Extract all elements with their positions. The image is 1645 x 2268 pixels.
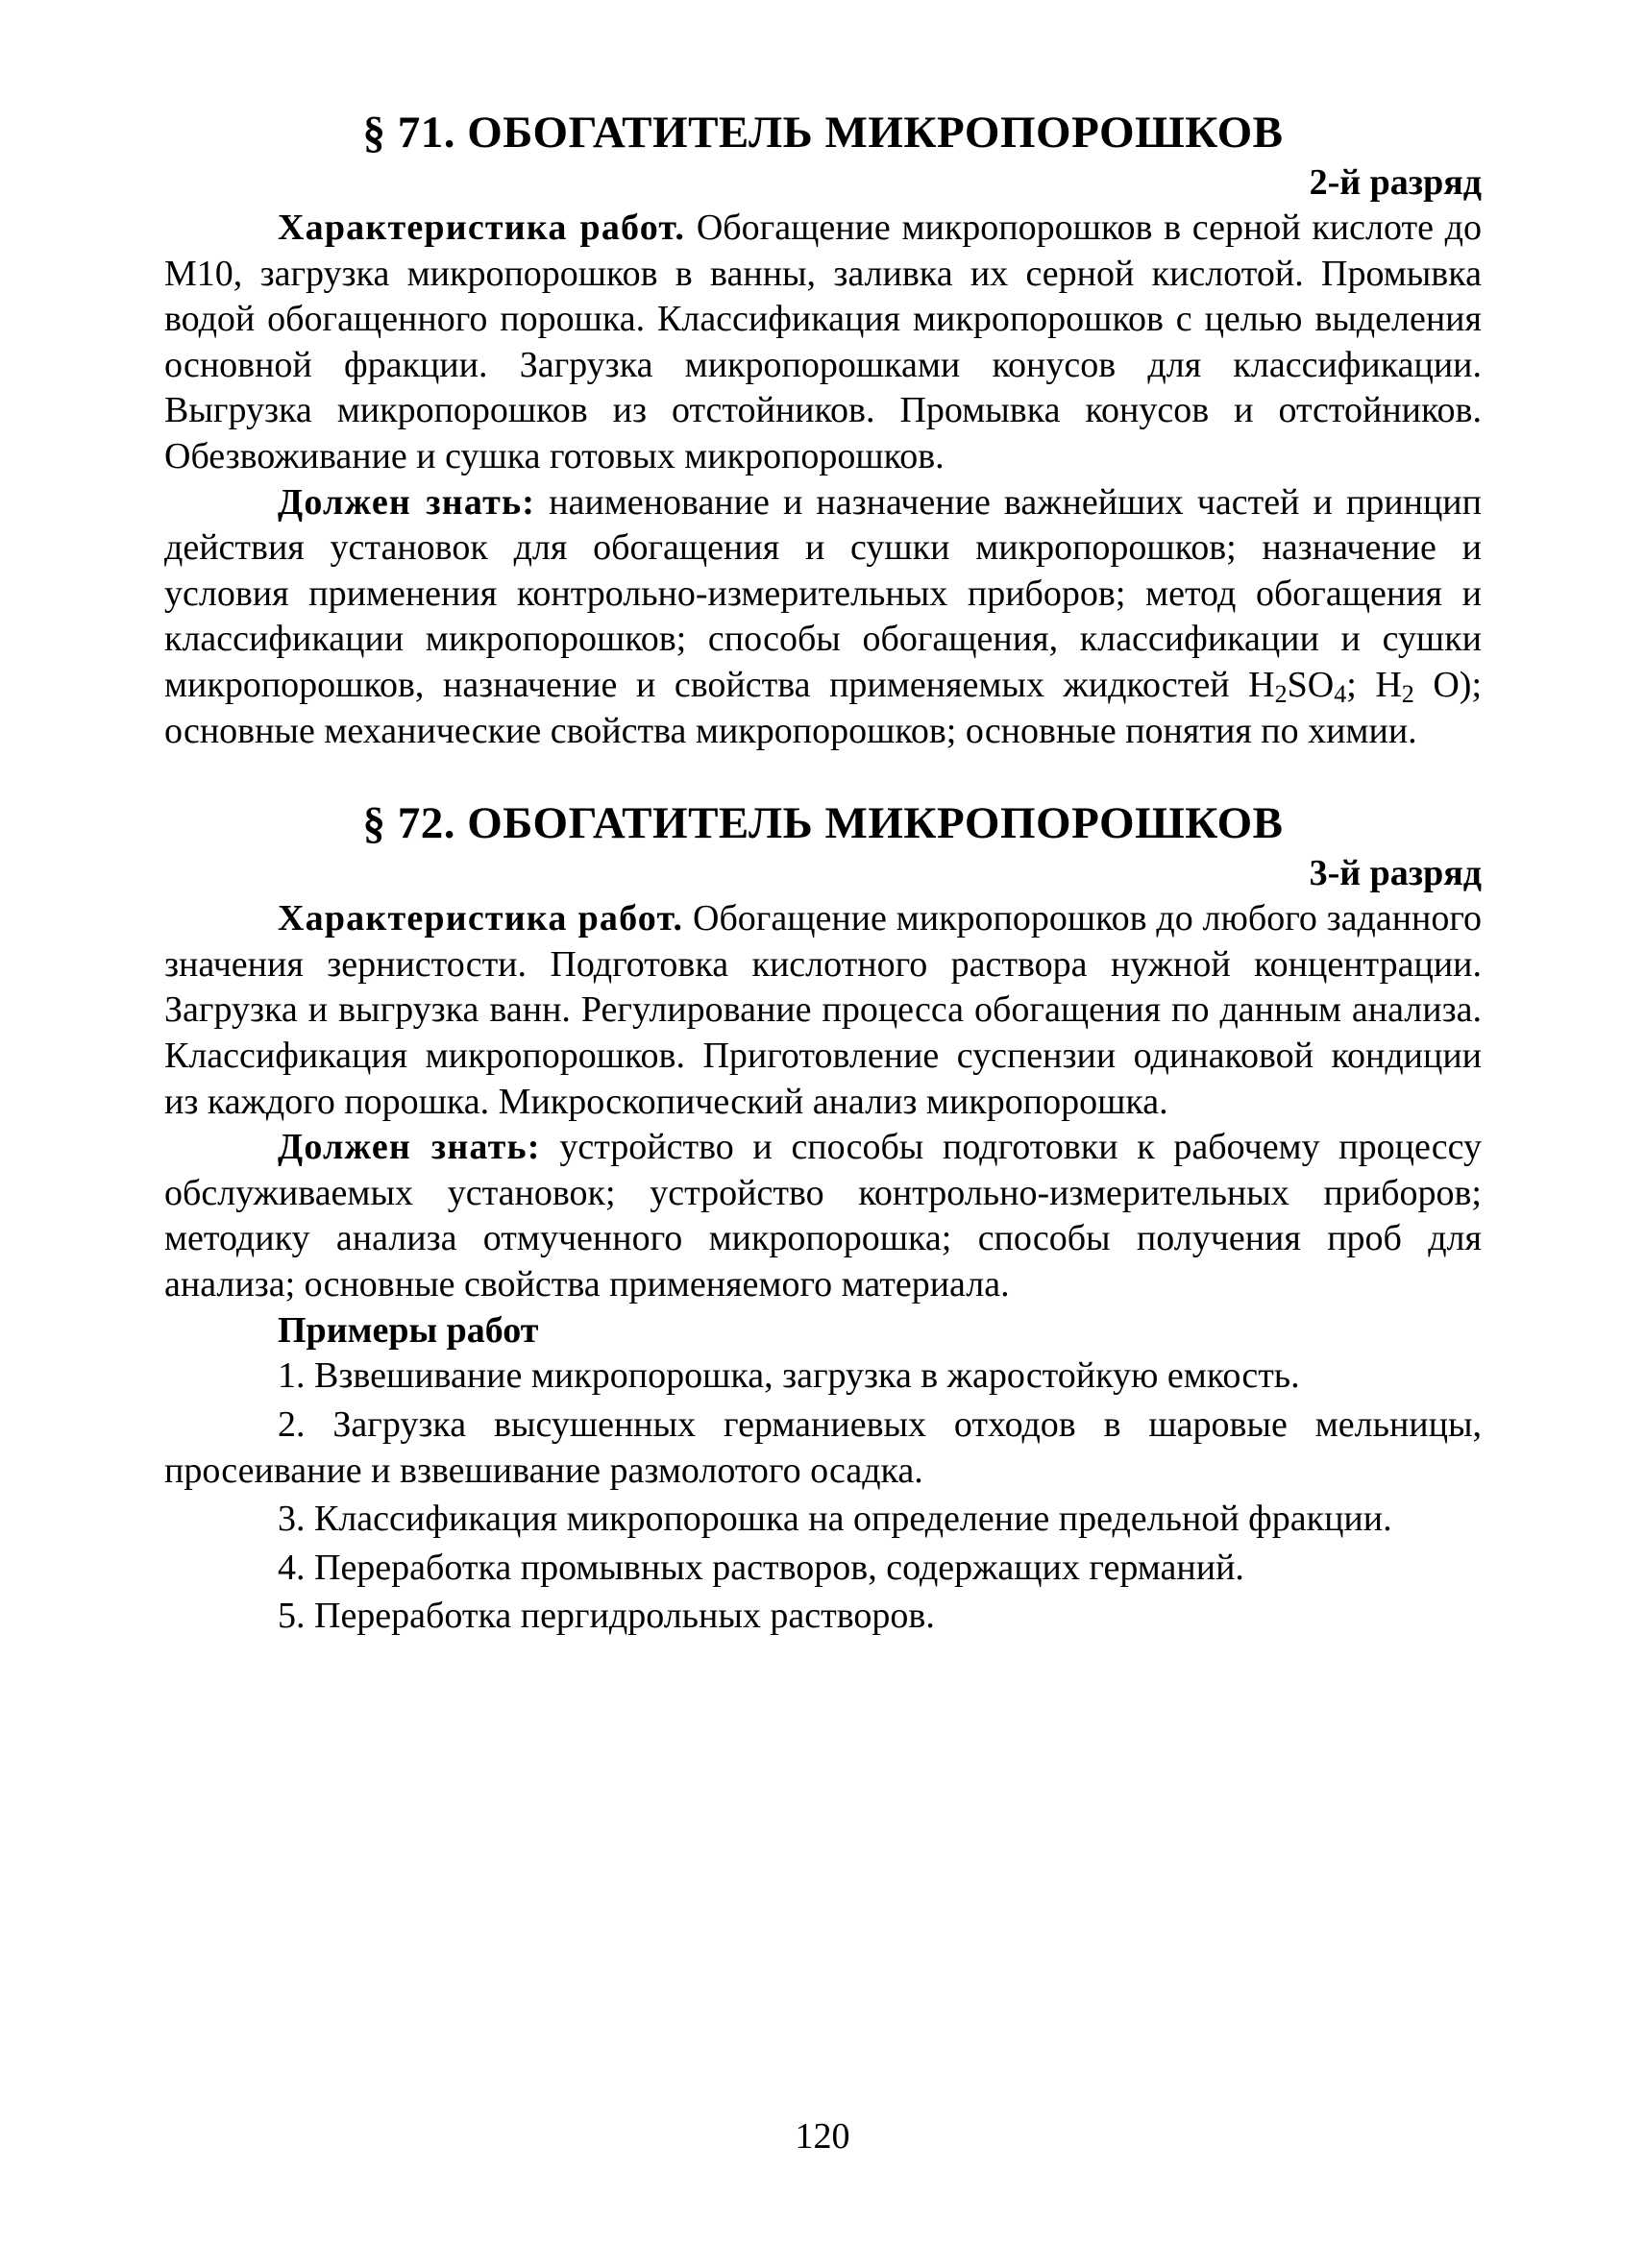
section-gap (164, 754, 1482, 796)
formula-subscript-2b: 2 (1401, 679, 1414, 708)
section-71-knowledge (164, 480, 1482, 755)
formula-subscript-4: 4 (1334, 679, 1347, 708)
section-72-knowledge (164, 1125, 1482, 1307)
knowledge-text-part-a: наименование и назначение важнейших частей и принцип действия установок для обогащения и сушки микропорошков; назначение и условия применения контрольно-измерительных приборов; метод обогащения и классификации микропорошков; способы обогащения, классификации и сушки микропорошков, назначение и свойства применяемых жидкостей (164, 481, 1482, 705)
examples-title: Примеры работ (278, 1310, 539, 1352)
section-72-characteristic (164, 896, 1482, 1125)
document-page (164, 106, 1482, 1640)
section-72-grade: 3-й разряд (1309, 853, 1482, 894)
example-item-5: 5. Переработка пергидрольных растворов. (278, 1596, 935, 1637)
page-number: 120 (795, 2116, 850, 2157)
formula-so: SO (1287, 664, 1335, 705)
example-item-3: 3. Классификация микропорошка на определение предельной фракции. (278, 1499, 1392, 1540)
formula-o: O) (1413, 664, 1472, 705)
formula-h: H (1248, 664, 1275, 705)
section-71-characteristic (164, 206, 1482, 480)
formula-separator: ; H (1346, 664, 1402, 705)
section-71-heading: § 71. ОБОГАТИТЕЛЬ МИКРОПОРОШКОВ (362, 108, 1284, 158)
chemical-formula (1248, 664, 1472, 708)
knowledge-text: устройство и способы подготовки к рабочему процессу обслуживаемых установок; устройство контрольно-измерительных приборов; методику анализа отмученного микропорошка; способы получения проб для анализа; основные свойства применяемого материала. (164, 1127, 1482, 1305)
section-72-heading: § 72. ОБОГАТИТЕЛЬ МИКРОПОРОШКОВ (362, 798, 1284, 849)
characteristic-label: Характеристика работ. (278, 207, 686, 248)
knowledge-label: Должен знать: (278, 1127, 541, 1168)
knowledge-text-part-b: ; основные механические свойства микропорошков; основные понятия по химии. (164, 664, 1483, 751)
example-item-1: 1. Взвешивание микропорошка, загрузка в жаростойкую емкость. (278, 1355, 1300, 1397)
section-71-grade: 2-й разряд (1309, 162, 1482, 203)
example-item-4: 4. Переработка промывных растворов, содержащих германий. (278, 1547, 1244, 1588)
characteristic-text: Обогащение микропорошков до любого заданного значения зернистости. Подготовка кислотного раствора нужной концентрации. Загрузка и выгрузка ванн. Регулирование процесса обогащения по данным анализа. Классификация микропорошков. Приготовление суспензии одинаковой кондиции из каждого порошка. Микроскопический анализ микропорошка. (164, 898, 1483, 1122)
characteristic-label: Характеристика работ. (278, 898, 684, 939)
example-item-2: 2. Загрузка высушенных германиевых отходов в шаровые мельницы, просеивание и взвешивание размолотого осадка. (164, 1404, 1482, 1491)
formula-subscript-2: 2 (1274, 679, 1288, 708)
knowledge-label: Должен знать: (278, 481, 536, 523)
characteristic-text: Обогащение микропорошков в серной кислоте до М10, загрузка микропорошков в ванны, заливка их серной кислотой. Промывка водой обогащенного порошка. Классификация микропорошков с целью выделения основной фракции. Загрузка микропорошками конусов для классификации. Выгрузка микропорошков из отстойников. Промывка конусов и отстойников. Обезвоживание и сушка готовых микропорошков. (164, 207, 1482, 476)
